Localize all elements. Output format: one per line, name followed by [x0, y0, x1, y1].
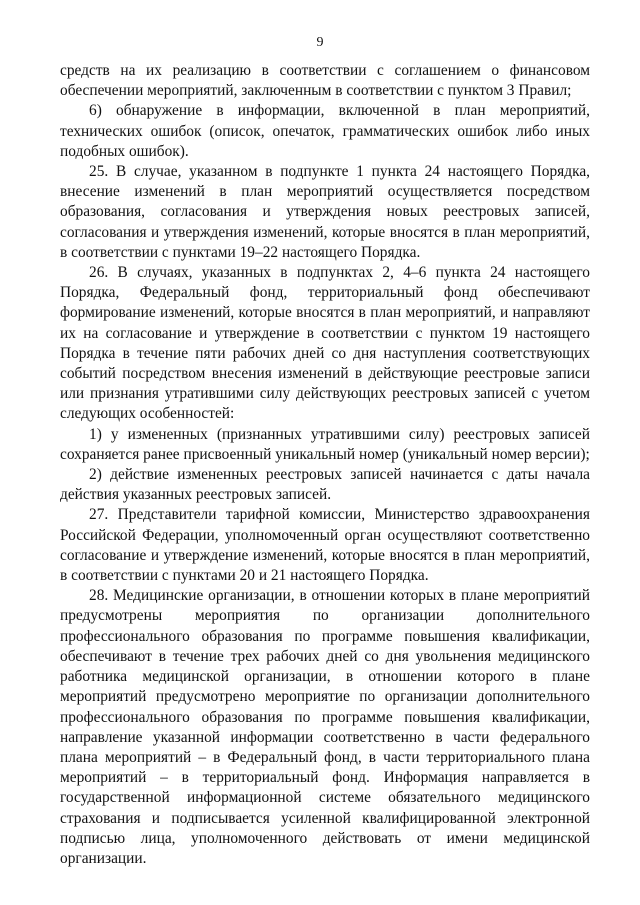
paragraph-item-26: 26. В случаях, указанных в подпунктах 2, 4–6 пункта 24 настоящего Порядка, Федеральный фонд, территориальный фонд обеспечивают формирование изменений, которые вносятся в план мероприятий, и направляют их на согласование и утверждение в соответствии с пунктом 19 настоящего Порядка в течение пяти рабочих дней со дня наступления соответствующих событий посредством внесения изменений в действующие реестровые записи или признания утратившими силу действующих реестровых записей с учетом следующих особенностей: [60, 264, 590, 423]
paragraph-subitem-1: 1) у измененных (признанных утратившими силу) реестровых записей сохраняется ранее присвоенный уникальный номер (уникальный номер версии); [60, 425, 590, 463]
paragraph-item-27: 27. Представители тарифной комиссии, Министерство здравоохранения Российской Федерации, уполномоченный орган осуществляют соответственно согласование и утверждение изменений, которые вносятся в план мероприятий, в соответствии с пунктами 20 и 21 настоящего Порядка. [60, 506, 590, 585]
paragraph-item-25: 25. В случае, указанном в подпункте 1 пункта 24 настоящего Порядка, внесение изменений в план мероприятий осуществляется посредством образования, согласования и утверждения новых реестровых записей, согласования и утверждения изменений, которые вносятся в план мероприятий, в соответствии с пунктами 19–22 настоящего Порядка. [60, 163, 590, 261]
document-body [60, 61, 590, 869]
page-number: 9 [316, 35, 324, 50]
paragraph-item-28: 28. Медицинские организации, в отношении которых в плане мероприятий предусмотрены мероприятия по организации дополнительного профессионального образования по программе повышения квалификации, обеспечивают в течение трех рабочих дней со дня увольнения медицинского работника медицинской организации, в отношении которого в плане мероприятий предусмотрено мероприятие по организации дополнительного профессионального образования по программе повышения квалификации, направление указанной информации соответственно в части федерального плана мероприятий – в Федеральный фонд, в части территориального плана мероприятий – в территориальный фонд. Информация направляется в государственной информационной системе обязательного медицинского страхования и подписывается усиленной квалифицированной электронной подписью лица, уполномоченного действовать от имени медицинской организации. [60, 587, 590, 867]
paragraph-subitem-6: 6) обнаружение в информации, включенной в план мероприятий, технических ошибок (описок, опечаток, грамматических ошибок либо иных подобных ошибок). [60, 102, 590, 160]
paragraph-continuation: средств на их реализацию в соответствии с соглашением о финансовом обеспечении мероприятий, заключенным в соответствии с пунктом 3 Правил; [60, 62, 590, 100]
paragraph-subitem-2: 2) действие измененных реестровых записей начинается с даты начала действия указанных реестровых записей. [60, 466, 590, 504]
